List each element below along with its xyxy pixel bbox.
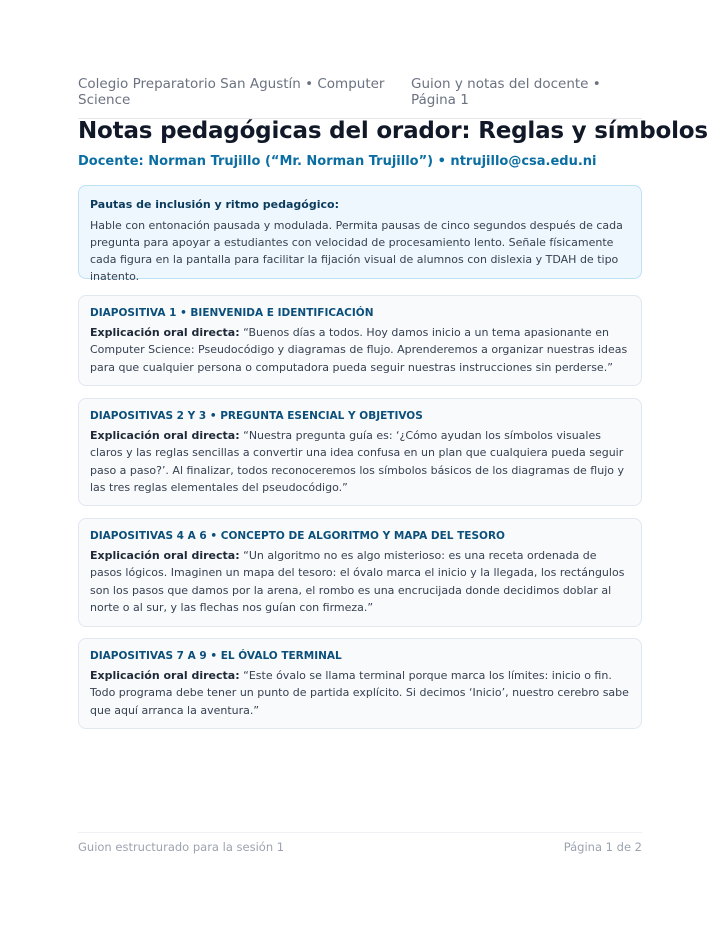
slide-title: DIAPOSITIVAS 4 A 6 • CONCEPTO DE ALGORITMO Y MAPA DEL TESORO — [90, 530, 505, 542]
explanation-text: “Nuestra pregunta guía es: ‘¿Cómo ayudan los símbolos visuales claros y las reglas sencillas a convertir una idea confusa en un plan que cualquiera pueda seguir paso a paso?’. Al finalizar, todos reconoceremos los símbolos básicos de los diagramas de flujo y las tres reglas elementales del pseudocódigo.” — [90, 429, 625, 494]
explanation-text: “Buenos días a todos. Hoy damos inicio a un tema apasionante en Computer Science: Pseudocódigo y diagramas de flujo. Aprenderemos a organizar nuestras ideas para que cualquier persona o computadora pueda seguir nuestras instrucciones sin perderse.” — [90, 326, 628, 374]
slide-explanation — [90, 667, 630, 719]
slide-card-3 — [78, 518, 642, 627]
header-school: Colegio Preparatorio San Agustín • Computer Science — [78, 76, 385, 108]
slide-explanation — [90, 324, 630, 376]
explanation-label: Explicación oral directa: — [90, 429, 240, 442]
page-title: Notas pedagógicas del orador: Reglas y símbolos — [78, 118, 708, 144]
page-header — [78, 76, 642, 119]
slide-card-1 — [78, 295, 642, 386]
callout-text: Hable con entonación pausada y modulada. Permita pausas de cinco segundos después de cada pregunta para apoyar a estudiantes con velocidad de procesamiento lento. Señale físicamente cada figura en la pantalla para facilitar la fijación visual de alumnos con dislexia y TDAH de tipo inatento. — [90, 219, 623, 283]
slide-card-2 — [78, 398, 642, 506]
slide-title: DIAPOSITIVAS 2 Y 3 • PREGUNTA ESENCIAL Y OBJETIVOS — [90, 410, 423, 422]
page-footer — [78, 832, 642, 854]
footer-session: Guion estructurado para la sesión 1 — [78, 840, 285, 854]
inclusion-callout — [78, 185, 642, 283]
explanation-text: “Un algoritmo no es algo misterioso: es una receta ordenada de pasos lógicos. Imaginen un mapa del tesoro: el óvalo marca el inicio y la llegada, los rectángulos son los pasos que damos por la arena, el rombo es una encrucijada donde decidimos doblar al norte o al sur, y las flechas nos guían con firmeza.” — [90, 549, 625, 614]
callout-title: Pautas de inclusión y ritmo pedagógico: — [90, 198, 339, 211]
slide-title: DIAPOSITIVAS 7 A 9 • EL ÓVALO TERMINAL — [90, 650, 342, 662]
slide-explanation — [90, 427, 630, 496]
header-doc-info: Guion y notas del docente • Página 1 — [411, 76, 601, 108]
slide-title: DIAPOSITIVA 1 • BIENVENIDA E IDENTIFICACIÓN — [90, 307, 374, 319]
explanation-label: Explicación oral directa: — [90, 549, 240, 562]
teacher-info: Docente: Norman Trujillo (“Mr. Norman Trujillo”) • ntrujillo@csa.edu.ni — [78, 154, 597, 169]
footer-page-number: Página 1 de 2 — [563, 840, 642, 854]
slide-card-4 — [78, 638, 642, 729]
explanation-label: Explicación oral directa: — [90, 326, 240, 339]
explanation-label: Explicación oral directa: — [90, 669, 240, 682]
slide-explanation — [90, 547, 630, 616]
explanation-text: “Este óvalo se llama terminal porque marca los límites: inicio o fin. Todo programa debe tener un punto de partida explícito. Si decimos ‘Inicio’, nuestro cerebro sabe que aquí arranca la aventura.” — [90, 669, 629, 717]
